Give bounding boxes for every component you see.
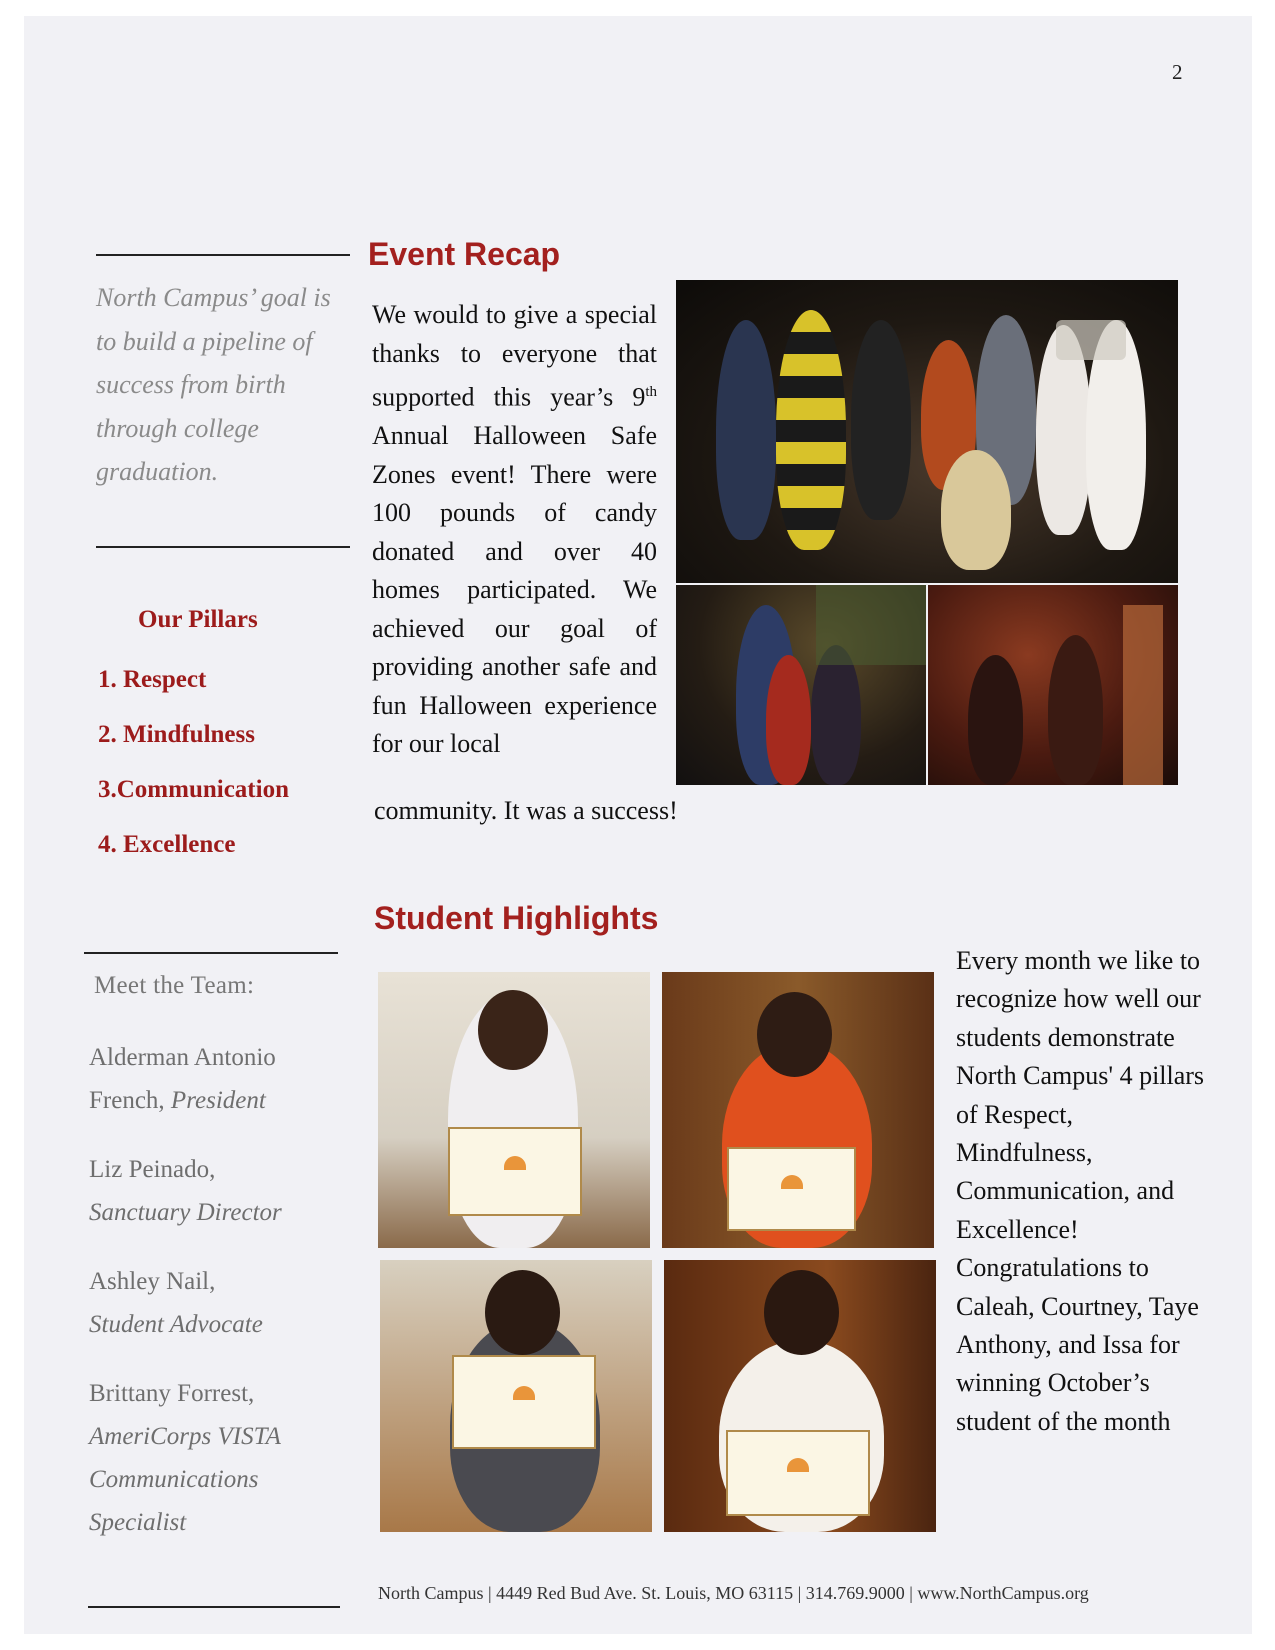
sidebar-rule-top: [96, 254, 350, 256]
event-recap-heading: Event Recap: [368, 236, 561, 272]
pillar-excellence: 4. Excellence: [98, 831, 236, 858]
photo-face: [478, 990, 548, 1070]
student-photo-issa: [664, 1260, 936, 1532]
pillars-title: Our Pillars: [138, 606, 258, 633]
footer-contact: North Campus | 4449 Red Bud Ave. St. Louis, MO 63115 | 314.769.9000 | www.NorthCampus.org: [378, 1583, 1089, 1603]
member-name: Liz Peinado,: [89, 1156, 216, 1183]
pillar-respect: 1. Respect: [98, 666, 207, 693]
event-text-sup: th: [645, 384, 657, 400]
pillar-communication: 3.Communication: [98, 776, 289, 803]
certificate: [726, 1430, 870, 1516]
member-role: Student Advocate: [89, 1311, 263, 1338]
photo-grass: [816, 585, 926, 665]
team-member: [89, 1260, 349, 1346]
member-role: President: [170, 1087, 266, 1114]
student-highlights-heading: Student Highlights: [374, 900, 659, 936]
member-role: Sanctuary Director: [89, 1199, 282, 1226]
sidebar-rule-team: [84, 952, 338, 954]
sidebar-rule-mid: [96, 546, 350, 548]
student-highlights-text: Every month we like to recognize how well our students demonstrate North Campus' 4 pillars of Respect, Mindfulness, Communication, and Excellence! Congratulations to Caleah, Courtney, Taye Anthony, and Issa for winning October’s student of the month: [956, 946, 1205, 1436]
halloween-photo-porch: [928, 585, 1178, 785]
photo-face: [485, 1270, 560, 1355]
photo-door: [1123, 605, 1163, 785]
photo-face: [764, 1270, 839, 1355]
photo-figure: [1048, 635, 1103, 785]
team-member: [89, 1148, 349, 1234]
team-member: [89, 1036, 349, 1122]
photo-figure: [776, 310, 846, 550]
pillar-mindfulness: 2. Mindfulness: [98, 721, 255, 748]
student-photo-courtney: [662, 972, 934, 1248]
certificate: [448, 1127, 582, 1216]
photo-figure: [941, 450, 1011, 570]
photo-face: [757, 992, 832, 1077]
photo-figure: [716, 320, 776, 540]
certificate: [452, 1355, 596, 1449]
photo-figure: [766, 655, 811, 785]
event-text-a: We would to give a special thanks to everyone that supported this year’s 9: [372, 300, 657, 412]
certificate: [727, 1147, 856, 1231]
member-role: AmeriCorps VISTA Communications Specialist: [89, 1423, 281, 1536]
sidebar-rule-bottom: [88, 1606, 340, 1608]
member-name: Alderman Antonio French,: [89, 1044, 276, 1114]
team-title: Meet the Team:: [94, 972, 255, 999]
event-recap-text: [372, 296, 657, 764]
halloween-group-photo: [676, 280, 1178, 583]
student-photo-taye: [380, 1260, 652, 1532]
page-number: 2: [1172, 60, 1183, 84]
team-member: [89, 1372, 349, 1544]
member-name: Ashley Nail,: [89, 1268, 216, 1295]
photo-figure: [811, 645, 861, 785]
photo-figure: [968, 655, 1023, 785]
member-name: Brittany Forrest,: [89, 1380, 255, 1407]
event-text-b: Annual Halloween Safe Zones event! There were 100 pounds of candy donated and over 40 homes participated. We achieved our goal of providing another safe and fun Halloween experience for our local: [372, 421, 657, 759]
student-photo-caleah: [378, 972, 650, 1248]
mission-statement: North Campus’ goal is to build a pipeline of success from birth through college graduation.: [96, 283, 331, 486]
photo-vehicle: [1056, 320, 1126, 360]
event-recap-last-line: community. It was a success!: [374, 796, 678, 825]
photo-figure: [851, 320, 911, 520]
halloween-photo-kids: [676, 585, 926, 785]
